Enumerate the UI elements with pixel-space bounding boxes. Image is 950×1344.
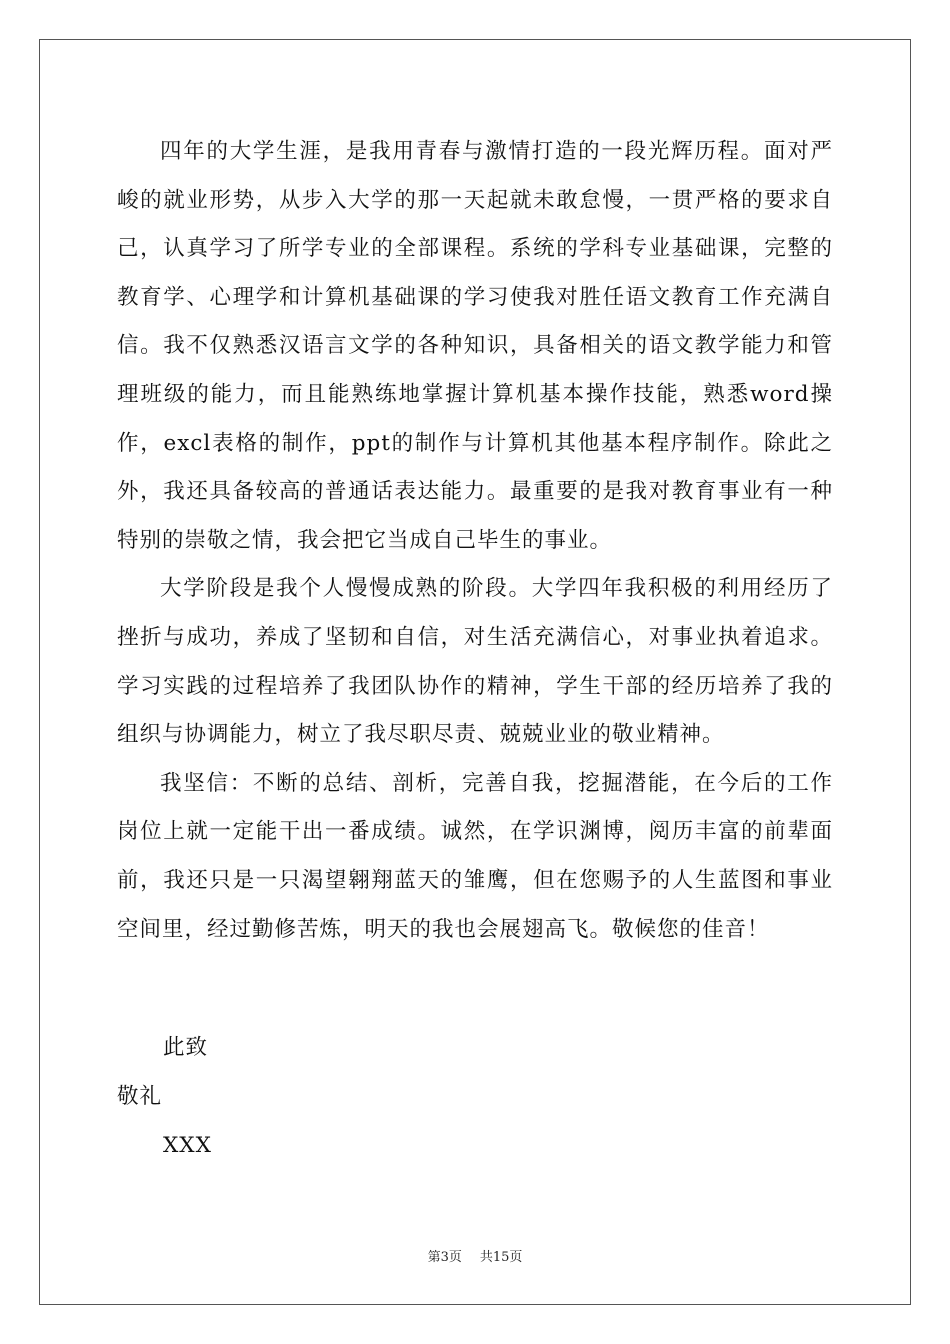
salutation: 此致 xyxy=(163,1035,209,1060)
letter-closing xyxy=(117,1023,833,1170)
paragraph-2: 大学阶段是我个人慢慢成熟的阶段。大学四年我积极的利用经历了挫折与成功，养成了坚韧和自信，对生活充满信心，对事业执着追求。学习实践的过程培养了我团队协作的精神，学生干部的经历培养了我的组织与协调能力，树立了我尽职尽责、兢兢业业的敬业精神。 xyxy=(117,576,833,748)
page-number: 第3页 xyxy=(427,1250,462,1265)
signature: XXX xyxy=(163,1133,212,1158)
regards: 敬礼 xyxy=(117,1084,163,1109)
page-footer xyxy=(0,1246,950,1265)
page-total: 共15页 xyxy=(479,1250,523,1265)
letter-body xyxy=(117,128,833,954)
paragraph-1: 四年的大学生涯，是我用青春与激情打造的一段光辉历程。面对严峻的就业形势，从步入大学的那一天起就未敢怠慢，一贯严格的要求自己，认真学习了所学专业的全部课程。系统的学科专业基础课，完整的教育学、心理学和计算机基础课的学习使我对胜任语文教育工作充满自信。我不仅熟悉汉语言文学的各种知识，具备相关的语文教学能力和管理班级的能力，而且能熟练地掌握计算机基本操作技能，熟悉word操作，excl表格的制作，ppt的制作与计算机其他基本程序制作。除此之外，我还具备较高的普通话表达能力。最重要的是我对教育事业有一种特别的崇敬之情，我会把它当成自己毕生的事业。 xyxy=(117,139,833,553)
paragraph-3: 我坚信：不断的总结、剖析，完善自我，挖掘潜能，在今后的工作岗位上就一定能干出一番成绩。诚然，在学识渊博，阅历丰富的前辈面前，我还只是一只渴望翱翔蓝天的雏鹰，但在您赐予的人生蓝图和事业空间里，经过勤修苦炼，明天的我也会展翅高飞。敬候您的佳音！ xyxy=(117,770,833,942)
